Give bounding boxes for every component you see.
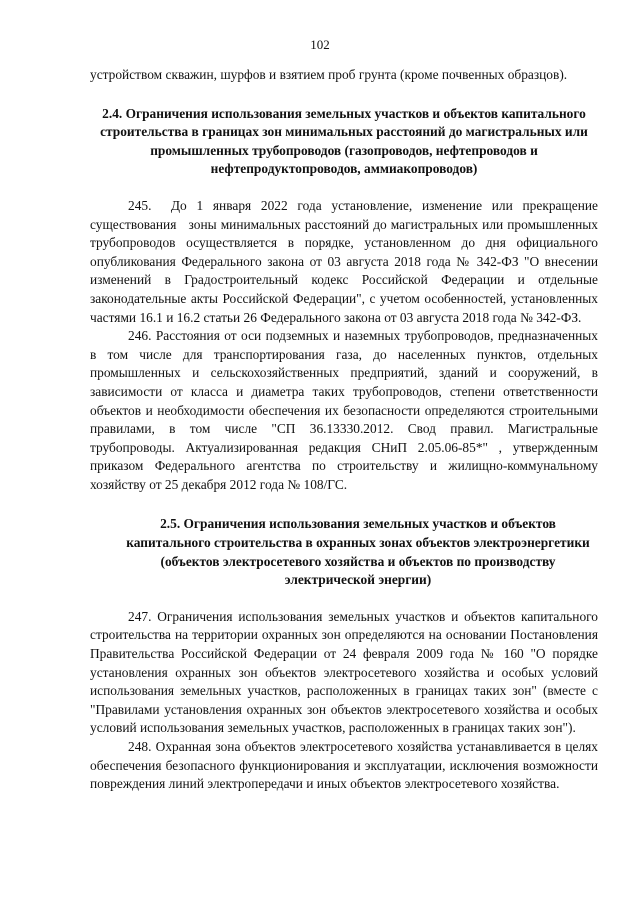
section-heading-2-5: 2.5. Ограничения использования земельных участков и объектов капитального строительства в охранных зонах объектов электроэнергетики (объектов электросетевого хозяйства и объектов по производству электрической энергии) <box>126 516 590 588</box>
section-heading-2-4: 2.4. Ограничения использования земельных участков и объектов капитального строительства в границах зон минимальных расстояний до магистральных или промышленных трубопроводов (газопроводов, нефтепроводов и нефтепродуктопроводов, аммиакопроводов) <box>100 105 588 177</box>
page-number: 102 <box>310 37 330 52</box>
paragraph-246: 246. Расстояния от оси подземных и наземных трубопроводов, предназначенных в том числе для транспортирования газа, до населенных пунктов, отдельных промышленных и сельскохозяйственных предприятий, зданий и сооружений, в зависимости от класса и диаметра таких трубопроводов, степени ответственности объектов и необходимости обеспечения их безопасности определяются строительными правилами, в том числе "СП 36.13330.2012. Свод правил. Магистральные трубопроводы. Актуализированная редакция СНиП 2.05.06-85*" , утвержденным приказом Федерального агентства по строительству и жилищно-коммунальному хозяйству от 25 декабря 2012 года № 108/ГС. <box>90 328 598 492</box>
paragraph-245: 245. До 1 января 2022 года установление, изменение или прекращение существования зоны минимальных расстояний до магистральных или промышленных трубопроводов осуществляется в порядке, установленном до дня официального опубликования Федерального закона от 03 августа 2018 года № 342-ФЗ "О внесении изменений в Градостроительный кодекс Российской Федерации и отдельные законодательные акты Российской Федерации", с учетом особенностей, установленных частями 16.1 и 16.2 статьи 26 Федерального закона от 03 августа 2018 года № 342-ФЗ. <box>90 197 598 325</box>
document-body <box>90 66 598 794</box>
paragraph-248: 248. Охранная зона объектов электросетевого хозяйства устанавливается в целях обеспечения безопасного функционирования и эксплуатации, исключения возможности повреждения линий электропередачи и иных объектов электросетевого хозяйства. <box>90 739 598 792</box>
paragraph-247: 247. Ограничения использования земельных участков и объектов капитального строительства на территории охранных зон определяются на основании Постановления Правительства Российской Федерации от 24 февраля 2009 года № 160 "О порядке установления охранных зон объектов электросетевого хозяйства и особых условий использования земельных участков, расположенных в границах таких зон" (вместе с "Правилами установления охранных зон объектов электросетевого хозяйства и особых условий использования земельных участков, расположенных в границах таких зон"). <box>90 608 598 736</box>
intro-paragraph: устройством скважин, шурфов и взятием проб грунта (кроме почвенных образцов). <box>90 67 568 82</box>
